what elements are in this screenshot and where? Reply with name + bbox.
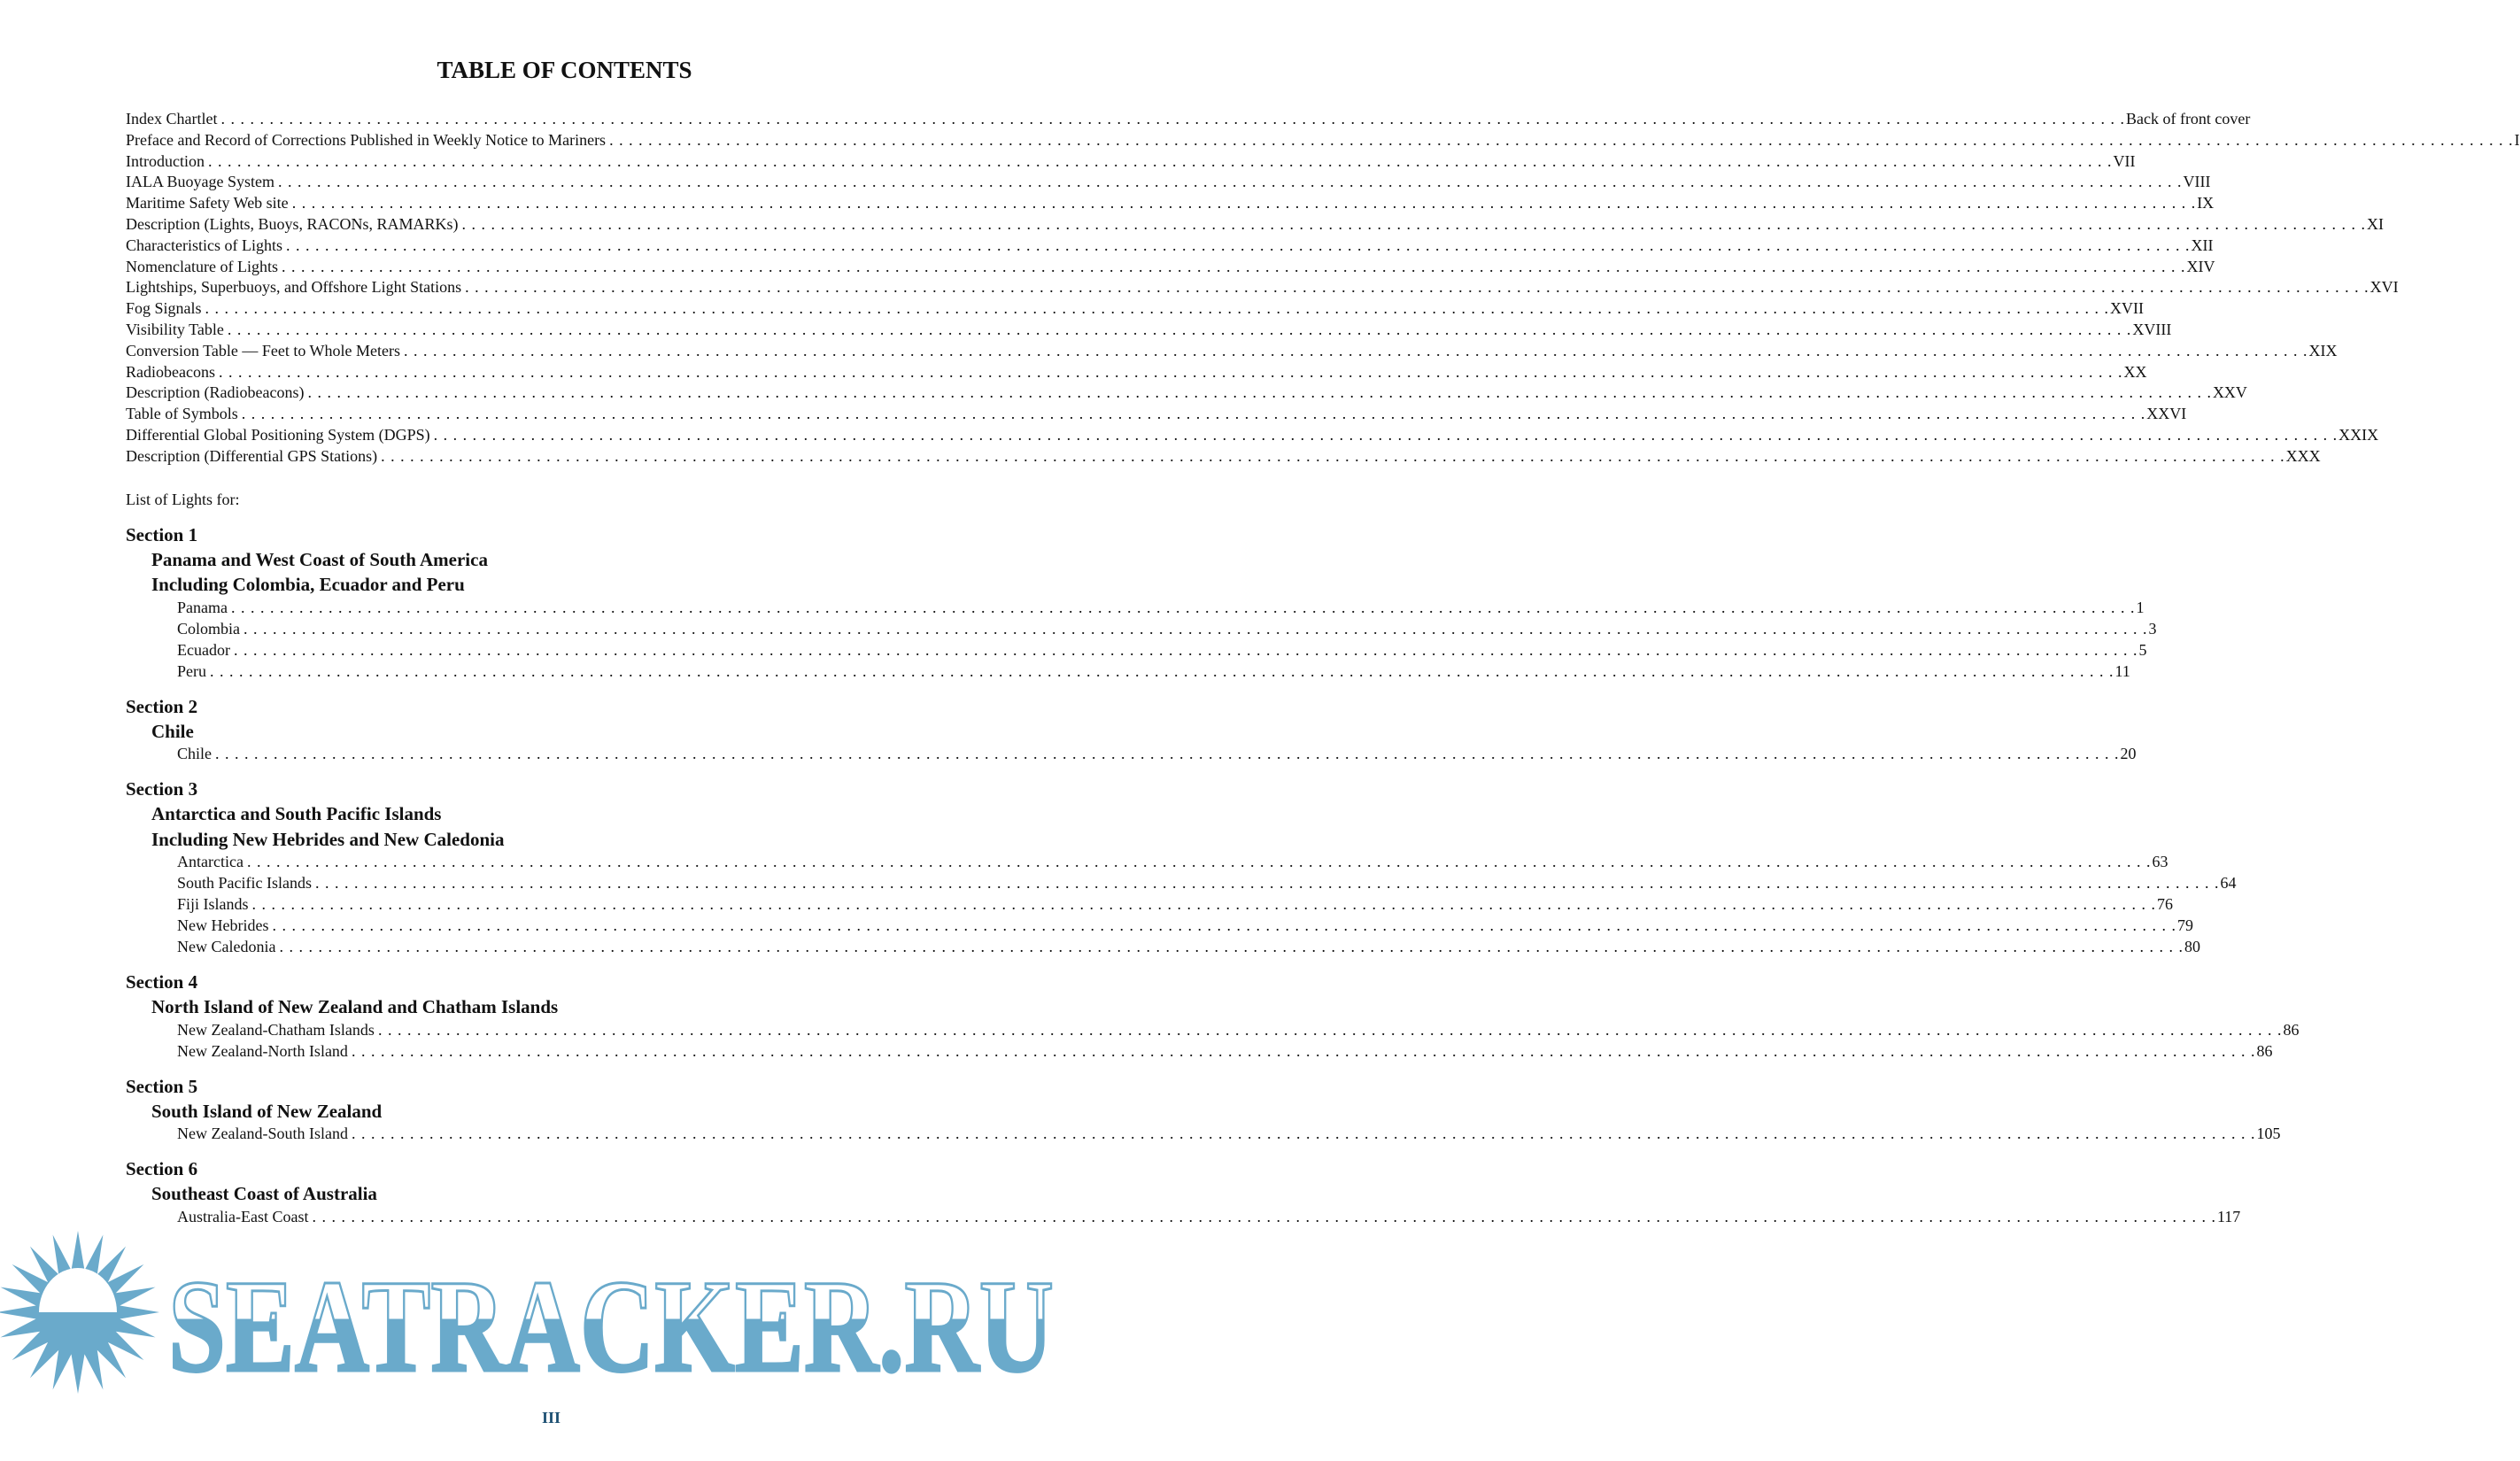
entry-label: Nomenclature of Lights xyxy=(126,257,278,275)
section-subtitle: Chile xyxy=(151,720,194,742)
entry-page: 79 xyxy=(2176,916,2193,935)
entry-page: XIX xyxy=(2308,341,2338,359)
dot-leader xyxy=(205,298,2109,320)
entry-label: Characteristics of Lights xyxy=(126,236,282,254)
toc-entry[interactable] xyxy=(126,277,2399,298)
toc-entry[interactable] xyxy=(126,172,2211,193)
dot-leader xyxy=(609,130,2513,151)
entry-page: XXX xyxy=(2285,446,2321,465)
entry-label: Chile xyxy=(177,745,212,763)
toc-entry[interactable] xyxy=(126,383,2247,404)
section-entry[interactable] xyxy=(177,936,2200,957)
entry-page: 3 xyxy=(2148,619,2157,638)
entry-label: Conversion Table — Feet to Whole Meters xyxy=(126,341,401,359)
dot-leader xyxy=(231,597,2135,618)
entry-label: Description (Radiobeacons) xyxy=(126,383,305,402)
section-entry[interactable] xyxy=(177,893,2174,915)
section-subtitle: North Island of New Zealand and Chatham Islands xyxy=(151,996,559,1018)
toc-entry[interactable] xyxy=(126,404,2187,425)
section-entry[interactable] xyxy=(177,618,2157,639)
section-entry[interactable] xyxy=(177,851,2168,872)
toc-entry[interactable] xyxy=(126,214,2385,236)
sun-icon xyxy=(0,1231,159,1394)
section-entry[interactable] xyxy=(177,661,2130,682)
entry-label: Visibility Table xyxy=(126,320,224,338)
section-entry[interactable] xyxy=(177,1123,2281,1144)
entry-label: Antarctica xyxy=(177,853,243,871)
page-title: TABLE OF CONTENTS xyxy=(437,57,692,83)
dot-leader xyxy=(208,151,2112,173)
section-entry[interactable] xyxy=(177,743,2137,764)
entry-label: New Zealand-Chatham Islands xyxy=(177,1020,375,1039)
entry-label: IALA Buoyage System xyxy=(126,173,274,191)
section-heading: Section 6 xyxy=(126,1158,198,1180)
dot-leader xyxy=(272,915,2176,936)
entry-label: Australia-East Coast xyxy=(177,1207,309,1225)
section-entry[interactable] xyxy=(177,1206,2241,1227)
entry-page: 76 xyxy=(2157,895,2174,914)
section-entry[interactable] xyxy=(177,597,2145,618)
toc-entry[interactable] xyxy=(126,109,2251,130)
section-subtitle: South Island of New Zealand xyxy=(151,1100,383,1122)
entry-page: XXVI xyxy=(2146,405,2187,423)
entry-label: Lightships, Superbuoys, and Offshore Light Stations xyxy=(126,278,462,297)
entry-page: XII xyxy=(2191,236,2214,254)
toc-entry[interactable] xyxy=(126,425,2379,446)
entry-page: 11 xyxy=(2114,661,2130,680)
entry-page: 86 xyxy=(2256,1041,2273,1060)
entry-page: I xyxy=(2514,130,2520,149)
dot-leader xyxy=(381,446,2284,468)
toc-entry[interactable] xyxy=(126,257,2215,278)
toc-entry[interactable] xyxy=(126,193,2215,214)
dot-leader xyxy=(282,257,2185,278)
entry-page: VII xyxy=(2113,151,2136,170)
entry-label: Fiji Islands xyxy=(177,895,249,914)
entry-label: Differential Global Positioning System (DGPS) xyxy=(126,425,430,444)
toc-entry[interactable] xyxy=(126,362,2147,383)
entry-page: XVIII xyxy=(2132,320,2172,338)
watermark-text: SEATRACKER.RU xyxy=(168,1253,1054,1400)
entry-page: 105 xyxy=(2256,1125,2281,1143)
section-items xyxy=(126,1206,2241,1227)
dot-leader xyxy=(404,341,2307,362)
dot-leader xyxy=(465,277,2369,298)
entry-page: 63 xyxy=(2152,853,2168,871)
entry-page: XXV xyxy=(2212,383,2247,402)
entry-page: XIV xyxy=(2186,257,2215,275)
section-entry[interactable] xyxy=(177,915,2193,936)
watermark-logo xyxy=(0,1231,1129,1400)
toc-entry[interactable] xyxy=(126,298,2145,320)
toc-entry[interactable] xyxy=(126,130,2520,151)
dot-leader xyxy=(247,851,2151,872)
section-entry[interactable] xyxy=(177,872,2237,893)
entry-label: New Hebrides xyxy=(177,916,269,935)
entry-page: XX xyxy=(2123,362,2147,381)
toc-entry[interactable] xyxy=(126,446,2321,468)
entry-page: 1 xyxy=(2136,598,2145,616)
section-subtitle: Southeast Coast of Australia xyxy=(151,1183,377,1205)
entry-label: Radiobeacons xyxy=(126,362,215,381)
section-items xyxy=(126,1019,2300,1062)
entry-page: 64 xyxy=(2220,874,2237,893)
entry-page: Back of front cover xyxy=(2125,110,2251,128)
entry-label: Ecuador xyxy=(177,640,230,659)
section-block xyxy=(126,694,2137,765)
section-block xyxy=(126,970,2300,1062)
dot-leader xyxy=(292,193,2196,214)
toc-entry[interactable] xyxy=(126,151,2136,173)
dot-leader xyxy=(220,109,2124,130)
toc-entry[interactable] xyxy=(126,341,2338,362)
section-entry[interactable] xyxy=(177,639,2147,661)
section-heading: Section 1 xyxy=(126,523,198,545)
entry-page: IX xyxy=(2197,194,2215,213)
dot-leader xyxy=(312,1206,2215,1227)
entry-label: South Pacific Islands xyxy=(177,874,312,893)
dot-leader xyxy=(242,404,2145,425)
sections-list xyxy=(126,522,2300,1227)
section-block xyxy=(126,1156,2241,1227)
entry-label: Description (Differential GPS Stations) xyxy=(126,446,378,465)
entry-label: Preface and Record of Corrections Published in Weekly Notice to Mariners xyxy=(126,130,607,149)
dot-leader xyxy=(352,1123,2255,1144)
dot-leader xyxy=(243,618,2147,639)
entry-page: XI xyxy=(2367,214,2385,233)
section-block xyxy=(126,777,2237,957)
dot-leader xyxy=(210,661,2114,682)
toc-entry[interactable] xyxy=(126,320,2172,341)
entry-label: Introduction xyxy=(126,151,205,170)
section-items xyxy=(126,743,2137,764)
entry-label: Maritime Safety Web site xyxy=(126,194,289,213)
dot-leader xyxy=(352,1040,2255,1062)
section-heading: Section 4 xyxy=(126,971,198,993)
entry-label: Fog Signals xyxy=(126,299,202,318)
entry-label: New Zealand-North Island xyxy=(177,1041,348,1060)
dot-leader xyxy=(215,743,2119,764)
dot-leader xyxy=(219,362,2122,383)
section-subtitle: Antarctica and South Pacific Islands xyxy=(151,803,442,825)
dot-leader xyxy=(228,320,2131,341)
entry-page: 5 xyxy=(2138,640,2147,659)
section-entry[interactable] xyxy=(177,1040,2273,1062)
toc-content xyxy=(126,109,2520,1227)
dot-leader xyxy=(378,1019,2282,1040)
dot-leader xyxy=(252,893,2156,915)
toc-entry[interactable] xyxy=(126,236,2214,257)
entry-page: 20 xyxy=(2120,745,2137,763)
entry-label: Peru xyxy=(177,661,206,680)
section-subtitle: Including Colombia, Ecuador and Peru xyxy=(151,574,465,596)
page-number: III xyxy=(541,1409,560,1426)
entry-label: Description (Lights, Buoys, RACONs, RAMARKs) xyxy=(126,214,459,233)
dot-leader xyxy=(278,172,2182,193)
dot-leader xyxy=(286,236,2190,257)
section-items xyxy=(126,597,2157,682)
section-subtitle: Panama and West Coast of South America xyxy=(151,548,488,570)
entry-label: Colombia xyxy=(177,619,240,638)
section-block xyxy=(126,522,2157,682)
section-entry[interactable] xyxy=(177,1019,2300,1040)
front-matter-list xyxy=(126,109,2520,468)
section-items xyxy=(126,1123,2281,1144)
dot-leader xyxy=(234,639,2137,661)
entry-label: Table of Symbols xyxy=(126,405,238,423)
section-heading: Section 2 xyxy=(126,695,198,717)
dot-leader xyxy=(307,383,2211,404)
dot-leader xyxy=(279,936,2183,957)
entry-page: XVI xyxy=(2369,278,2399,297)
section-heading: Section 5 xyxy=(126,1075,198,1097)
dot-leader xyxy=(434,425,2338,446)
dot-leader xyxy=(462,214,2366,236)
entry-page: 117 xyxy=(2216,1207,2241,1225)
entry-label: New Zealand-South Island xyxy=(177,1125,348,1143)
entry-page: XXIX xyxy=(2338,425,2379,444)
entry-label: New Caledonia xyxy=(177,938,276,956)
entry-page: 80 xyxy=(2184,938,2200,956)
entry-label: Panama xyxy=(177,598,228,616)
dot-leader xyxy=(315,872,2219,893)
section-items xyxy=(126,851,2237,957)
entry-page: XVII xyxy=(2110,299,2145,318)
section-block xyxy=(126,1074,2281,1145)
list-intro: List of Lights for: xyxy=(126,490,240,508)
section-heading: Section 3 xyxy=(126,778,198,800)
section-subtitle: Including New Hebrides and New Caledonia xyxy=(151,828,505,850)
entry-page: VIII xyxy=(2183,173,2211,191)
entry-label: Index Chartlet xyxy=(126,110,218,128)
entry-page: 86 xyxy=(2283,1020,2300,1039)
